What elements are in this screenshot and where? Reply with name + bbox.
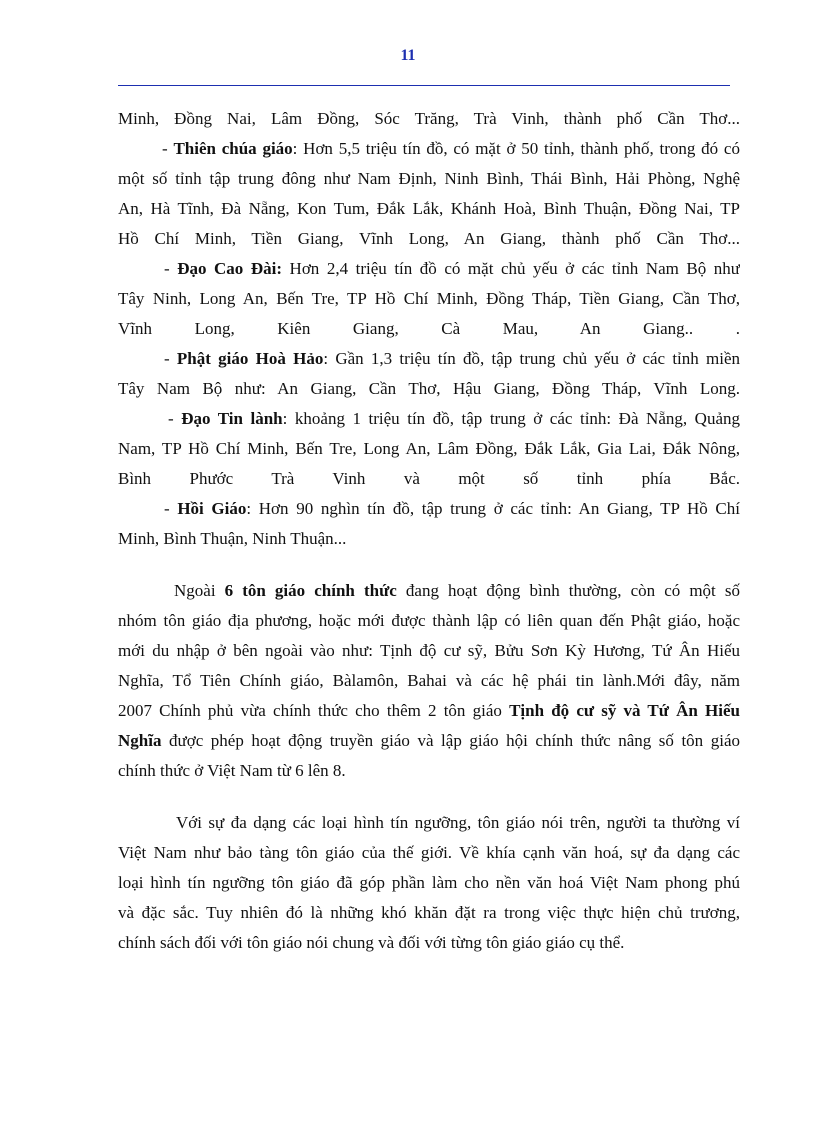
text-line: An, Hà Tĩnh, Đà Nẵng, Kon Tum, Đắk Lắk, Khánh Hoà, Bình Thuận, Đồng Nai, TP <box>118 199 740 218</box>
list-item-protestantism <box>118 404 740 434</box>
text-span: Ngoài <box>174 581 225 600</box>
list-item-hoa-hao <box>118 344 740 374</box>
text-line: Việt Nam như bảo tàng tôn giáo của thế giới. Về khía cạnh văn hoá, sự đa dạng các <box>118 843 740 862</box>
item-text: Hơn 2,4 triệu tín đồ có mặt chủ yếu ở các tỉnh Nam Bộ như <box>282 259 740 278</box>
text-line <box>118 726 740 756</box>
text-span: 2007 Chính phủ vừa chính thức cho thêm 2 tôn giáo <box>118 701 510 720</box>
text-line <box>118 576 740 606</box>
text-line: mới du nhập ở bên ngoài vào như: Tịnh độ cư sỹ, Bửu Sơn Kỳ Hương, Tứ Ân Hiếu <box>118 641 740 660</box>
header-rule <box>118 85 730 86</box>
text-line: chính thức ở Việt Nam từ 6 lên 8. <box>118 761 346 780</box>
text-line: Minh, Đồng Nai, Lâm Đồng, Sóc Trăng, Trà Vinh, thành phố Cần Thơ... <box>118 109 740 128</box>
page-number: 11 <box>400 47 416 64</box>
text-line: Tây Nam Bộ như: An Giang, Cần Thơ, Hậu Giang, Đồng Tháp, Vĩnh Long. <box>118 379 740 398</box>
text-line: một số tỉnh tập trung đông như Nam Định, Ninh Bình, Thái Bình, Hải Phòng, Nghệ <box>118 169 740 188</box>
item-dash: - <box>164 259 178 278</box>
text-line: Nghĩa, Tổ Tiên Chính giáo, Bàlamôn, Bahai và các hệ phái tin lành.Mới đây, năm <box>118 671 740 690</box>
text-line: Vĩnh Long, Kiên Giang, Cà Mau, An Giang.. . <box>118 319 740 338</box>
list-item-islam <box>118 494 740 524</box>
text-line: nhóm tôn giáo địa phương, hoặc mới được thành lập có liên quan đến Phật giáo, hoặc <box>118 611 740 630</box>
item-dash: - <box>162 139 174 158</box>
item-heading: Đạo Tin lành <box>181 409 283 428</box>
item-heading: Phật giáo Hoà Hảo <box>176 349 324 368</box>
text-line: Nam, TP Hồ Chí Minh, Bến Tre, Long An, Lâm Đồng, Đắk Lắk, Gia Lai, Đắk Nông, <box>118 439 740 458</box>
item-text: : Gần 1,3 triệu tín đồ, tập trung chủ yếu ở các tỉnh miền <box>323 349 740 368</box>
item-text: : Hơn 90 nghìn tín đồ, tập trung ở các tỉnh: An Giang, TP Hồ Chí <box>246 499 740 518</box>
religion-list <box>118 104 740 554</box>
item-dash: - <box>164 499 178 518</box>
item-heading: Hồi Giáo <box>177 499 247 518</box>
paragraph-other-religions <box>118 576 740 786</box>
item-text: : Hơn 5,5 triệu tín đồ, có mặt ở 50 tỉnh, thành phố, trong đó có <box>292 139 740 158</box>
text-line: Với sự đa dạng các loại hình tín ngưỡng, tôn giáo nói trên, người ta thường ví <box>176 813 740 832</box>
text-line: và đặc sắc. Tuy nhiên đó là những khó khăn đặt ra trong việc thực hiện chủ trương, <box>118 903 740 922</box>
item-dash: - <box>168 409 182 428</box>
item-dash: - <box>164 349 177 368</box>
text-line: Minh, Bình Thuận, Ninh Thuận... <box>118 529 347 548</box>
bold-phrase: Nghĩa <box>118 731 162 750</box>
text-line: Hồ Chí Minh, Tiền Giang, Vĩnh Long, An Giang, thành phố Cần Thơ... <box>118 229 740 248</box>
bold-phrase: 6 tôn giáo chính thức <box>224 581 397 600</box>
text-span: được phép hoạt động truyền giáo và lập giáo hội chính thức nâng số tôn giáo <box>161 731 740 750</box>
text-span: đang hoạt động bình thường, còn có một số <box>396 581 740 600</box>
text-line: Tây Ninh, Long An, Bến Tre, TP Hồ Chí Minh, Đồng Tháp, Tiền Giang, Cần Thơ, <box>118 289 740 308</box>
item-heading: Thiên chúa giáo <box>173 139 293 158</box>
list-item-catholicism <box>118 134 740 164</box>
list-item-cao-dai <box>118 254 740 284</box>
text-line <box>118 696 740 726</box>
bold-phrase: Tịnh độ cư sỹ và Tứ Ân Hiếu <box>509 701 740 720</box>
paragraph-diversity <box>118 808 740 958</box>
page-content <box>118 104 740 958</box>
item-heading: Đạo Cao Đài: <box>177 259 282 278</box>
text-line: chính sách đối với tôn giáo nói chung và đối với từng tôn giáo giáo cụ thể. <box>118 933 625 952</box>
text-line: loại hình tín ngưỡng tôn giáo đã góp phần làm cho nền văn hoá Việt Nam phong phú <box>118 873 740 892</box>
item-text: : khoảng 1 triệu tín đồ, tập trung ở các tỉnh: Đà Nẵng, Quảng <box>282 409 740 428</box>
text-line: Bình Phước Trà Vinh và một số tỉnh phía Bắc. <box>118 469 740 488</box>
